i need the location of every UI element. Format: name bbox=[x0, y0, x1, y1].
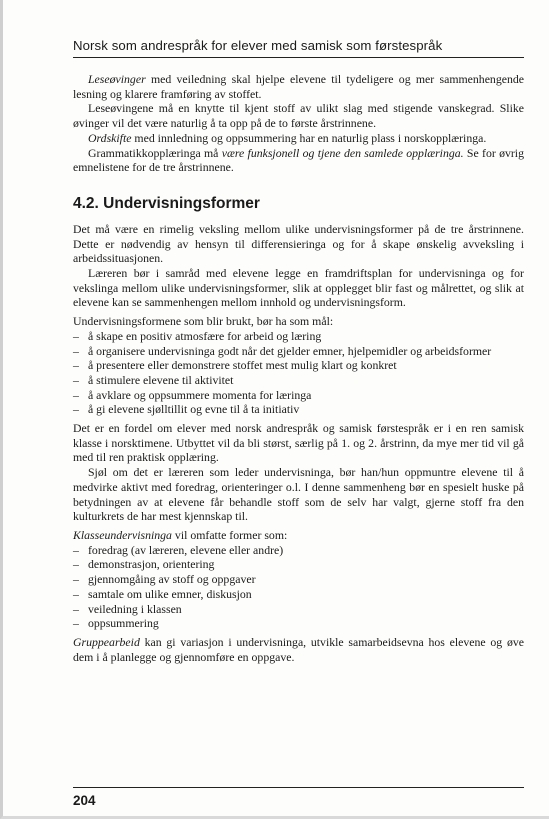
list-item: – å gi elevene sjølltillit og evne til å ta initiativ bbox=[73, 402, 524, 417]
paragraph-progress-plan: Læreren bør i samråd med elevene legge en framdriftsplan for undervisninga og for vekslinga mellom ulike undervisningsformer, slik at opplegget blir fast og målrettet, og slik at elevene kan se sammenhengen mellom innhold og undervisningsform. bbox=[73, 266, 524, 310]
term-classroom-teaching: Klasseundervisninga bbox=[73, 527, 172, 542]
list-item: – å organisere undervisninga godt når det gjelder emner, hjelpemidler og arbeidsformer bbox=[73, 344, 524, 359]
term-reading-exercises: Leseøvinger bbox=[88, 72, 146, 86]
list-item: – demonstrasjon, orientering bbox=[73, 557, 524, 572]
paragraph-text: vil omfatte former som: bbox=[171, 527, 288, 542]
page-number: 204 bbox=[73, 793, 96, 808]
classroom-intro bbox=[73, 528, 524, 543]
paragraph-variation: Det må være en rimelig veksling mellom ulike undervisningsformer på de tre årstrinnene. Dette er nødvendig av hensyn til differensieringa og for å skape ønskelig avveksling i arbeidssituasjonen. bbox=[73, 221, 524, 266]
section-heading: 4.2. Undervisningsformer bbox=[73, 194, 260, 212]
paragraph-text: Grammatikkopplæringa må bbox=[88, 145, 222, 160]
list-item: – veiledning i klassen bbox=[73, 602, 524, 617]
paragraph-reading-exercises bbox=[73, 72, 524, 101]
list-item: – å stimulere elevene til aktivitet bbox=[73, 373, 524, 388]
list-item: – gjennomgåing av stoff og oppgaver bbox=[73, 572, 524, 587]
footer-rule bbox=[73, 787, 524, 788]
list-item: – samtale om ulike emner, diskusjon bbox=[73, 587, 524, 602]
list-item: – å presentere eller demonstrere stoffet mest mulig klart og konkret bbox=[73, 358, 524, 373]
running-header: Norsk som andrespråk for elever med samisk som førstespråk bbox=[73, 38, 443, 53]
paragraph-reading-exercises-2: Leseøvingene må en knytte til kjent stoff av ulikt slag med stigende vanskegrad. Slike øvinger vil det være naturlig å ta opp på de to første årstrinnene. bbox=[73, 101, 524, 131]
term-discussion: Ordskifte bbox=[88, 130, 132, 145]
header-rule bbox=[73, 57, 524, 58]
goals-intro: Undervisningsformene som blir brukt, bør ha som mål: bbox=[73, 314, 334, 329]
term-group-work: Gruppearbeid bbox=[73, 634, 140, 649]
classroom-forms-list bbox=[73, 543, 524, 631]
paragraph-discussion bbox=[73, 131, 524, 146]
list-item: – oppsummering bbox=[73, 616, 524, 631]
paragraph-group-work bbox=[73, 635, 524, 664]
emphasis-functional: være funksjonell og tjene den samlede opplæringa. bbox=[221, 145, 464, 160]
paragraph-text: kan gi variasjon i undervisninga, utvikle samarbeidsevna hos elevene og øve dem i å planlegge og gjennomføre en oppgave. bbox=[73, 634, 524, 664]
goals-list bbox=[73, 329, 524, 417]
paragraph-text: Se for øvrig emnelistene for de tre årstrinnene. bbox=[73, 145, 524, 175]
paragraph-text: med innledning og oppsummering har en naturlig plass i norskopplæringa. bbox=[131, 130, 487, 145]
list-item: – å skape en positiv atmosfære for arbeid og læring bbox=[73, 329, 524, 344]
list-item: – foredrag (av læreren, elevene eller andre) bbox=[73, 543, 524, 558]
paragraph-sami-class: Det er en fordel om elever med norsk andrespråk og samisk førstespråk er i en ren samisk klasse i norsktimene. Utbyttet vil da bli størst, særlig på 1. og 2. årstrinn, da mye mer tid vil gå med til ren praktisk opplæring. bbox=[73, 421, 524, 465]
page-body bbox=[73, 72, 524, 664]
paragraph-teacher-role: Sjøl om det er læreren som leder undervisninga, bør han/hun oppmuntre elevene til å medvirke aktivt med foredrag, orienteringer o.l. I denne sammenheng bør en spesielt huske på betydningen av at elevene får behandle stoff som de selv har valgt, gjerne stoff fra den kulturkrets de har mest kjennskap til. bbox=[73, 465, 524, 524]
paragraph-grammar bbox=[73, 146, 524, 175]
paragraph-text: med veiledning skal hjelpe elevene til tydeligere og mer sammenhengende lesning og klarere framføring av stoffet. bbox=[73, 72, 524, 101]
list-item: – å avklare og oppsummere momenta for læringa bbox=[73, 388, 524, 403]
